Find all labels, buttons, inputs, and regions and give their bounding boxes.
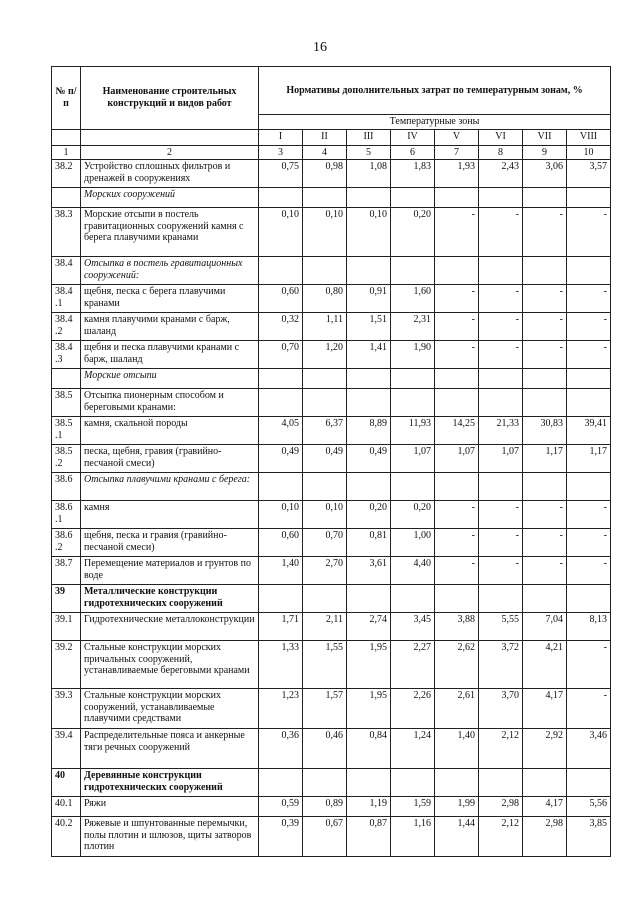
zone-value: 2,27 (391, 641, 435, 689)
zone-value (479, 257, 523, 285)
table-row (52, 313, 611, 341)
zone-value: 1,90 (391, 341, 435, 369)
page-number: 16 (313, 40, 327, 55)
zone-value: 4,17 (523, 689, 567, 729)
zone-value: 0,89 (303, 797, 347, 817)
table-row (52, 341, 611, 369)
zone-value (523, 188, 567, 208)
table-row (52, 445, 611, 473)
zone-value (523, 389, 567, 417)
table-row (52, 208, 611, 257)
row-name: Перемещение материалов и грунтов по воде (81, 557, 259, 585)
zone-value: 0,81 (347, 529, 391, 557)
zone-value (391, 188, 435, 208)
row-number: 38.4 .3 (52, 341, 81, 369)
zone-value: 1,07 (479, 445, 523, 473)
zone-value: 1,33 (259, 641, 303, 689)
zone-value (523, 257, 567, 285)
row-number: 40.2 (52, 817, 81, 857)
zone-value: 4,05 (259, 417, 303, 445)
zone-value: 1,07 (391, 445, 435, 473)
zone-value: - (435, 285, 479, 313)
zone-value: 3,45 (391, 613, 435, 641)
zone-value: 1,07 (435, 445, 479, 473)
zone-value: 0,98 (303, 160, 347, 188)
zone-value: - (435, 529, 479, 557)
header-zones: Температурные зоны (259, 115, 611, 130)
row-name: Отсыпка пионерным способом и береговыми кранами: (81, 389, 259, 417)
zone-value: 2,62 (435, 641, 479, 689)
zone-value: 2,31 (391, 313, 435, 341)
zone-label: V (435, 129, 479, 145)
zone-value: 0,60 (259, 529, 303, 557)
row-number: 39.2 (52, 641, 81, 689)
table-row (52, 160, 611, 188)
zone-value: 6,37 (303, 417, 347, 445)
zone-value: 0,36 (259, 729, 303, 769)
zone-value (391, 389, 435, 417)
zone-value: 3,61 (347, 557, 391, 585)
table-row (52, 729, 611, 769)
zone-value: - (479, 208, 523, 257)
zone-label: VI (479, 129, 523, 145)
zone-value: 3,46 (567, 729, 611, 769)
row-name: Морские отсыпи (81, 369, 259, 389)
row-number: 40.1 (52, 797, 81, 817)
zone-value (567, 585, 611, 613)
zone-value: 0,10 (303, 208, 347, 257)
zone-value (391, 585, 435, 613)
zone-value: - (479, 313, 523, 341)
zone-value: - (567, 529, 611, 557)
row-name: Распределительные пояса и анкерные тяги речных сооружений (81, 729, 259, 769)
column-number: 4 (303, 145, 347, 160)
zone-value: 0,10 (347, 208, 391, 257)
row-number: 38.3 (52, 208, 81, 257)
row-name: Морские отсыпи в постель гравитационных сооружений камня с берега плавучими кранами (81, 208, 259, 257)
row-number: 38.2 (52, 160, 81, 188)
zone-value: 2,70 (303, 557, 347, 585)
zone-value (259, 585, 303, 613)
zone-value: - (479, 557, 523, 585)
row-name: Отсыпка в постель гравитационных сооружений: (81, 257, 259, 285)
table-row (52, 285, 611, 313)
norms-table (51, 66, 611, 857)
zone-value: 1,40 (259, 557, 303, 585)
row-name: Стальные конструкции морских сооружений, устанавливаемые плавучими средствами (81, 689, 259, 729)
zone-value (567, 369, 611, 389)
row-number: 38.6 .1 (52, 501, 81, 529)
zone-value: 1,11 (303, 313, 347, 341)
row-name: Стальные конструкции морских причальных сооружений, устанавливаемые береговыми кранами (81, 641, 259, 689)
zone-value: 1,16 (391, 817, 435, 857)
zone-value: 30,83 (523, 417, 567, 445)
zone-value (567, 473, 611, 501)
row-name: Гидротехнические металлоконструкции (81, 613, 259, 641)
row-name: Устройство сплошных фильтров и дренажей в сооружениях (81, 160, 259, 188)
zone-value (435, 585, 479, 613)
zone-value (479, 369, 523, 389)
table-row (52, 257, 611, 285)
row-number: 38.4 (52, 257, 81, 285)
zone-value: - (567, 557, 611, 585)
zone-value (391, 369, 435, 389)
row-number (52, 188, 81, 208)
zone-value: 1,00 (391, 529, 435, 557)
zone-value: 0,49 (347, 445, 391, 473)
zone-value: 1,95 (347, 641, 391, 689)
column-number: 3 (259, 145, 303, 160)
row-number: 39 (52, 585, 81, 613)
zone-label: II (303, 129, 347, 145)
row-name: Металлические конструкции гидротехнических сооружений (81, 585, 259, 613)
zone-value (303, 188, 347, 208)
zone-value: 2,98 (479, 797, 523, 817)
zone-value: 1,41 (347, 341, 391, 369)
zone-value: 39,41 (567, 417, 611, 445)
zone-value (303, 257, 347, 285)
zone-value: - (523, 208, 567, 257)
zone-value: 0,87 (347, 817, 391, 857)
zone-value: 1,20 (303, 341, 347, 369)
column-number: 8 (479, 145, 523, 160)
zone-value: 0,46 (303, 729, 347, 769)
zone-value (391, 257, 435, 285)
row-name: Отсыпка плавучими кранами с берега: (81, 473, 259, 501)
zone-value: 1,24 (391, 729, 435, 769)
zone-value: 1,51 (347, 313, 391, 341)
zone-value: 2,98 (523, 817, 567, 857)
zone-value: 0,20 (391, 501, 435, 529)
zone-value (435, 389, 479, 417)
zone-label: III (347, 129, 391, 145)
table-row (52, 389, 611, 417)
zone-value: 0,91 (347, 285, 391, 313)
zone-value: 7,04 (523, 613, 567, 641)
table-row (52, 769, 611, 797)
zone-value: - (479, 285, 523, 313)
zone-value: 1,99 (435, 797, 479, 817)
zone-value: 1,83 (391, 160, 435, 188)
zone-value: - (523, 557, 567, 585)
zone-value: - (479, 501, 523, 529)
zone-value: - (567, 208, 611, 257)
row-name: Морских сооружений (81, 188, 259, 208)
zone-value: 2,26 (391, 689, 435, 729)
zone-value (303, 585, 347, 613)
zone-value (435, 188, 479, 208)
zone-value (479, 473, 523, 501)
zone-value: 0,70 (259, 341, 303, 369)
zone-value: 0,39 (259, 817, 303, 857)
zone-value (479, 188, 523, 208)
zone-value: - (435, 341, 479, 369)
row-number: 38.5 (52, 389, 81, 417)
zone-value: 1,59 (391, 797, 435, 817)
zone-value: - (435, 501, 479, 529)
zone-value: 0,20 (347, 501, 391, 529)
zone-value: - (567, 341, 611, 369)
zone-value (391, 769, 435, 797)
zone-value: - (523, 501, 567, 529)
zone-value: 0,10 (303, 501, 347, 529)
zone-value (303, 473, 347, 501)
zone-value: 3,72 (479, 641, 523, 689)
zone-value: 2,11 (303, 613, 347, 641)
zone-value: 4,17 (523, 797, 567, 817)
row-number: 38.5 .2 (52, 445, 81, 473)
zone-value (435, 473, 479, 501)
row-name: щебня, песка и гравия (гравийно-песчаной смеси) (81, 529, 259, 557)
zone-value: 0,10 (259, 208, 303, 257)
zone-value (479, 389, 523, 417)
table-row (52, 557, 611, 585)
zone-value: 14,25 (435, 417, 479, 445)
zone-value (391, 473, 435, 501)
zone-value: 1,23 (259, 689, 303, 729)
zone-value (347, 473, 391, 501)
zone-value: 2,43 (479, 160, 523, 188)
zone-value: 0,10 (259, 501, 303, 529)
row-name: Деревянные конструкции гидротехнических сооружений (81, 769, 259, 797)
row-number: 38.6 .2 (52, 529, 81, 557)
column-number: 6 (391, 145, 435, 160)
row-number (52, 369, 81, 389)
zone-value: - (523, 529, 567, 557)
row-number: 38.7 (52, 557, 81, 585)
zone-value: 1,08 (347, 160, 391, 188)
zone-value: 1,40 (435, 729, 479, 769)
zone-value: - (567, 313, 611, 341)
zone-value: - (523, 285, 567, 313)
table-row (52, 585, 611, 613)
zone-value: 2,61 (435, 689, 479, 729)
zone-value: - (435, 208, 479, 257)
zone-value: 0,84 (347, 729, 391, 769)
zone-value: - (567, 641, 611, 689)
table-row (52, 417, 611, 445)
column-number: 9 (523, 145, 567, 160)
zone-value: 8,13 (567, 613, 611, 641)
zone-value: 1,44 (435, 817, 479, 857)
zone-label: VIII (567, 129, 611, 145)
zone-value: 4,21 (523, 641, 567, 689)
zone-value: 5,55 (479, 613, 523, 641)
row-name: камня плавучими кранами с барж, шаланд (81, 313, 259, 341)
row-name: щебня, песка с берега плавучими кранами (81, 285, 259, 313)
zone-value: 2,12 (479, 729, 523, 769)
header-name: Наименование строительных конструкций и видов работ (81, 67, 259, 130)
row-name: камня (81, 501, 259, 529)
zone-value (347, 389, 391, 417)
zone-value: 1,60 (391, 285, 435, 313)
zone-value: 1,71 (259, 613, 303, 641)
zone-label: I (259, 129, 303, 145)
table-row (52, 369, 611, 389)
zone-value (347, 188, 391, 208)
zone-value: 0,75 (259, 160, 303, 188)
zone-value: 1,57 (303, 689, 347, 729)
zone-value: 0,80 (303, 285, 347, 313)
zone-value: 1,17 (567, 445, 611, 473)
zone-value: 2,92 (523, 729, 567, 769)
column-number: 7 (435, 145, 479, 160)
zone-value: 5,56 (567, 797, 611, 817)
zone-value (347, 769, 391, 797)
zone-value (259, 473, 303, 501)
table-row (52, 641, 611, 689)
zone-value (303, 389, 347, 417)
zone-value: - (435, 557, 479, 585)
zone-value: 0,49 (259, 445, 303, 473)
zone-value: 1,19 (347, 797, 391, 817)
zone-value (479, 769, 523, 797)
zone-value: 3,70 (479, 689, 523, 729)
zone-value: 0,32 (259, 313, 303, 341)
row-name: песка, щебня, гравия (гравийно-песчаной смеси) (81, 445, 259, 473)
row-name: Ряжи (81, 797, 259, 817)
row-name: камня, скальной породы (81, 417, 259, 445)
zone-value: 3,85 (567, 817, 611, 857)
header-norms: Нормативы дополнительных затрат по температурным зонам, % (259, 67, 611, 115)
zone-value: 0,20 (391, 208, 435, 257)
table-row (52, 797, 611, 817)
column-number: 2 (81, 145, 259, 160)
zone-value: 21,33 (479, 417, 523, 445)
row-number: 40 (52, 769, 81, 797)
zone-value: 11,93 (391, 417, 435, 445)
zone-value: 0,59 (259, 797, 303, 817)
zone-value: - (479, 529, 523, 557)
row-number: 39.4 (52, 729, 81, 769)
zone-value (523, 473, 567, 501)
zone-value (435, 369, 479, 389)
zone-value: 1,17 (523, 445, 567, 473)
column-number: 10 (567, 145, 611, 160)
zone-value: 2,12 (479, 817, 523, 857)
zone-value (479, 585, 523, 613)
table-row (52, 188, 611, 208)
zone-value: 3,88 (435, 613, 479, 641)
zone-value (259, 389, 303, 417)
zone-value: - (479, 341, 523, 369)
table-row (52, 689, 611, 729)
zone-value (567, 188, 611, 208)
zone-value (435, 769, 479, 797)
zone-value (259, 188, 303, 208)
row-number: 39.3 (52, 689, 81, 729)
zone-value: 0,70 (303, 529, 347, 557)
zone-value: - (523, 313, 567, 341)
zone-value (567, 389, 611, 417)
header-num: № п/п (52, 67, 81, 130)
zone-value: - (567, 501, 611, 529)
zone-value (567, 769, 611, 797)
column-number: 5 (347, 145, 391, 160)
zone-value: - (435, 313, 479, 341)
zone-value (347, 257, 391, 285)
zone-value (523, 585, 567, 613)
zone-value (259, 369, 303, 389)
zone-value: 0,49 (303, 445, 347, 473)
zone-value: 3,06 (523, 160, 567, 188)
zone-value (435, 257, 479, 285)
row-number: 39.1 (52, 613, 81, 641)
zone-value: - (567, 285, 611, 313)
row-number: 38.4 .2 (52, 313, 81, 341)
row-name: щебня и песка плавучими кранами с барж, шаланд (81, 341, 259, 369)
row-number: 38.4 .1 (52, 285, 81, 313)
table-row (52, 613, 611, 641)
zone-value (567, 257, 611, 285)
zone-value (523, 369, 567, 389)
zone-label: VII (523, 129, 567, 145)
row-name: Ряжевые и шпунтованные перемычки, полы плотин и шлюзов, щиты затворов плотин (81, 817, 259, 857)
table-row (52, 529, 611, 557)
zone-value (303, 369, 347, 389)
zone-value: 1,95 (347, 689, 391, 729)
zone-value (523, 769, 567, 797)
table-row (52, 501, 611, 529)
zone-value: - (567, 689, 611, 729)
zone-value: 8,89 (347, 417, 391, 445)
zone-value (347, 369, 391, 389)
zone-value: 2,74 (347, 613, 391, 641)
zone-value: 3,57 (567, 160, 611, 188)
zone-value (347, 585, 391, 613)
zone-value: 0,67 (303, 817, 347, 857)
zone-value (303, 769, 347, 797)
table-row (52, 817, 611, 857)
zone-label: IV (391, 129, 435, 145)
zone-value: 0,60 (259, 285, 303, 313)
zone-value: 1,55 (303, 641, 347, 689)
table-row (52, 473, 611, 501)
zone-value (259, 769, 303, 797)
zone-value: - (523, 341, 567, 369)
row-number: 38.5 .1 (52, 417, 81, 445)
zone-value: 4,40 (391, 557, 435, 585)
row-number: 38.6 (52, 473, 81, 501)
zone-value: 1,93 (435, 160, 479, 188)
zone-value (259, 257, 303, 285)
column-number: 1 (52, 145, 81, 160)
